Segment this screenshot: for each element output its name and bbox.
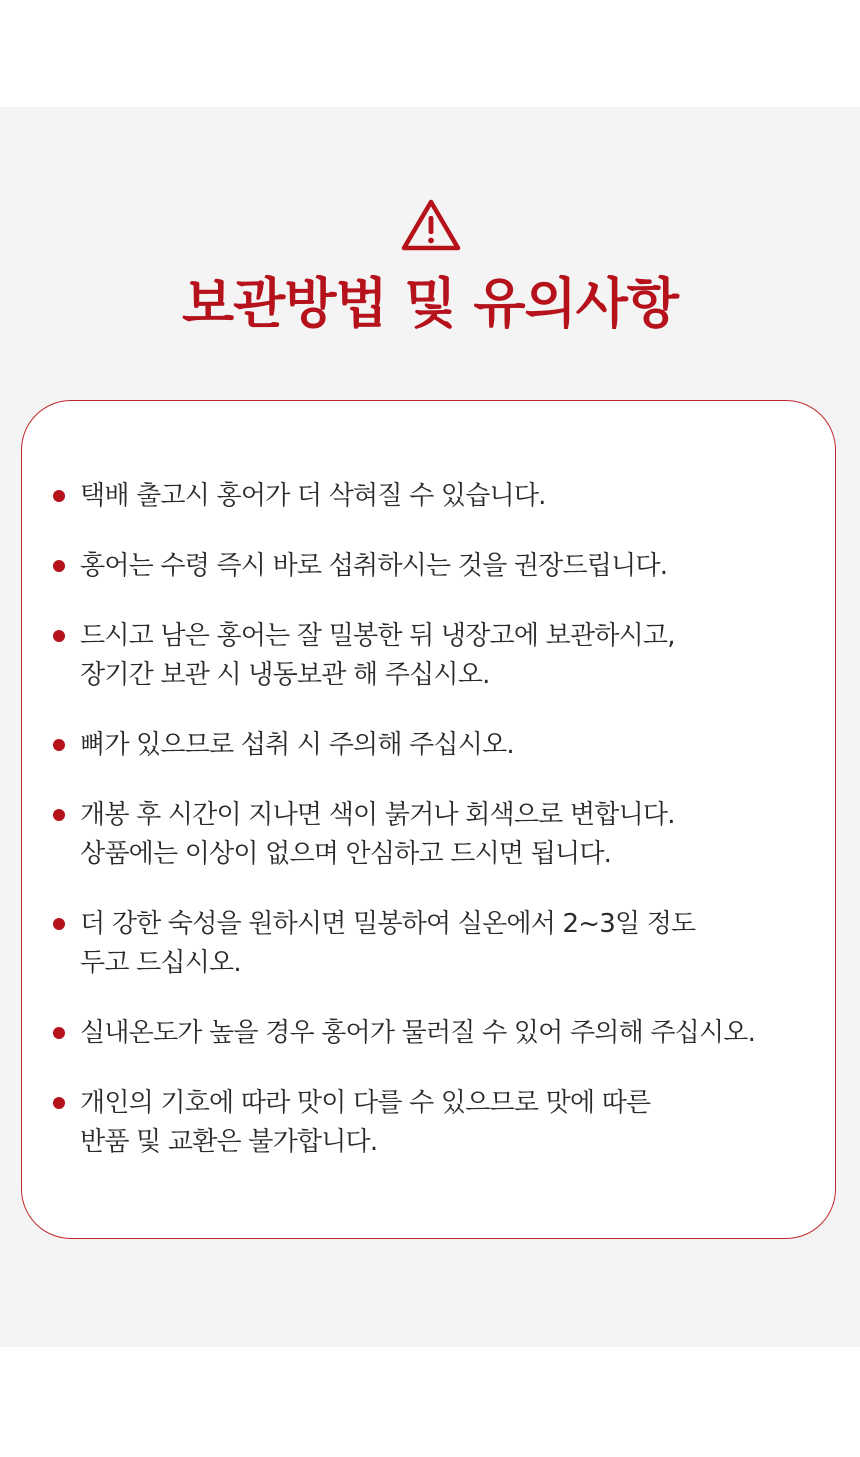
- item-text: 장기간 보관 시 냉동보관 해 주십시오.: [80, 660, 490, 690]
- warning-triangle-icon: [400, 198, 462, 252]
- bullet-dot-icon: [53, 809, 65, 821]
- item-text: 택배 출고시 홍어가 더 삭혀질 수 있습니다.: [80, 481, 546, 511]
- list-item: [22, 547, 835, 586]
- bullet-dot-icon: [53, 1097, 65, 1109]
- list-item: [22, 726, 835, 765]
- item-text: 더 강한 숙성을 원하시면 밀봉하여 실온에서 2~3일 정도: [80, 909, 696, 939]
- list-item: [22, 796, 835, 874]
- item-text: 뼈가 있으므로 섭취 시 주의해 주십시오.: [80, 730, 514, 760]
- list-item: [22, 905, 835, 983]
- notice-card: [21, 400, 836, 1239]
- list-item: [22, 1014, 835, 1053]
- item-text: 실내온도가 높을 경우 홍어가 물러질 수 있어 주의해 주십시오.: [80, 1018, 756, 1048]
- bullet-dot-icon: [53, 1027, 65, 1039]
- list-item: [22, 477, 835, 516]
- item-text: 홍어는 수령 즉시 바로 섭취하시는 것을 권장드립니다.: [80, 551, 668, 581]
- list-item: [22, 617, 835, 695]
- item-text: 상품에는 이상이 없으며 안심하고 드시면 됩니다.: [80, 839, 612, 869]
- bullet-dot-icon: [53, 560, 65, 572]
- notice-list: [22, 477, 835, 1193]
- item-text: 개봉 후 시간이 지나면 색이 붉거나 회색으로 변합니다.: [80, 800, 675, 830]
- page-title: 보관방법 및 유의사항: [181, 272, 679, 335]
- bullet-dot-icon: [53, 739, 65, 751]
- item-text: 드시고 남은 홍어는 잘 밀봉한 뒤 냉장고에 보관하시고,: [80, 621, 675, 651]
- bullet-dot-icon: [53, 490, 65, 502]
- bullet-dot-icon: [53, 630, 65, 642]
- item-text: 두고 드십시오.: [80, 948, 241, 978]
- list-item: [22, 1084, 835, 1162]
- bullet-dot-icon: [53, 918, 65, 930]
- item-text: 반품 및 교환은 불가합니다.: [80, 1127, 378, 1157]
- item-text: 개인의 기호에 따라 맛이 다를 수 있으므로 맛에 따른: [80, 1088, 651, 1118]
